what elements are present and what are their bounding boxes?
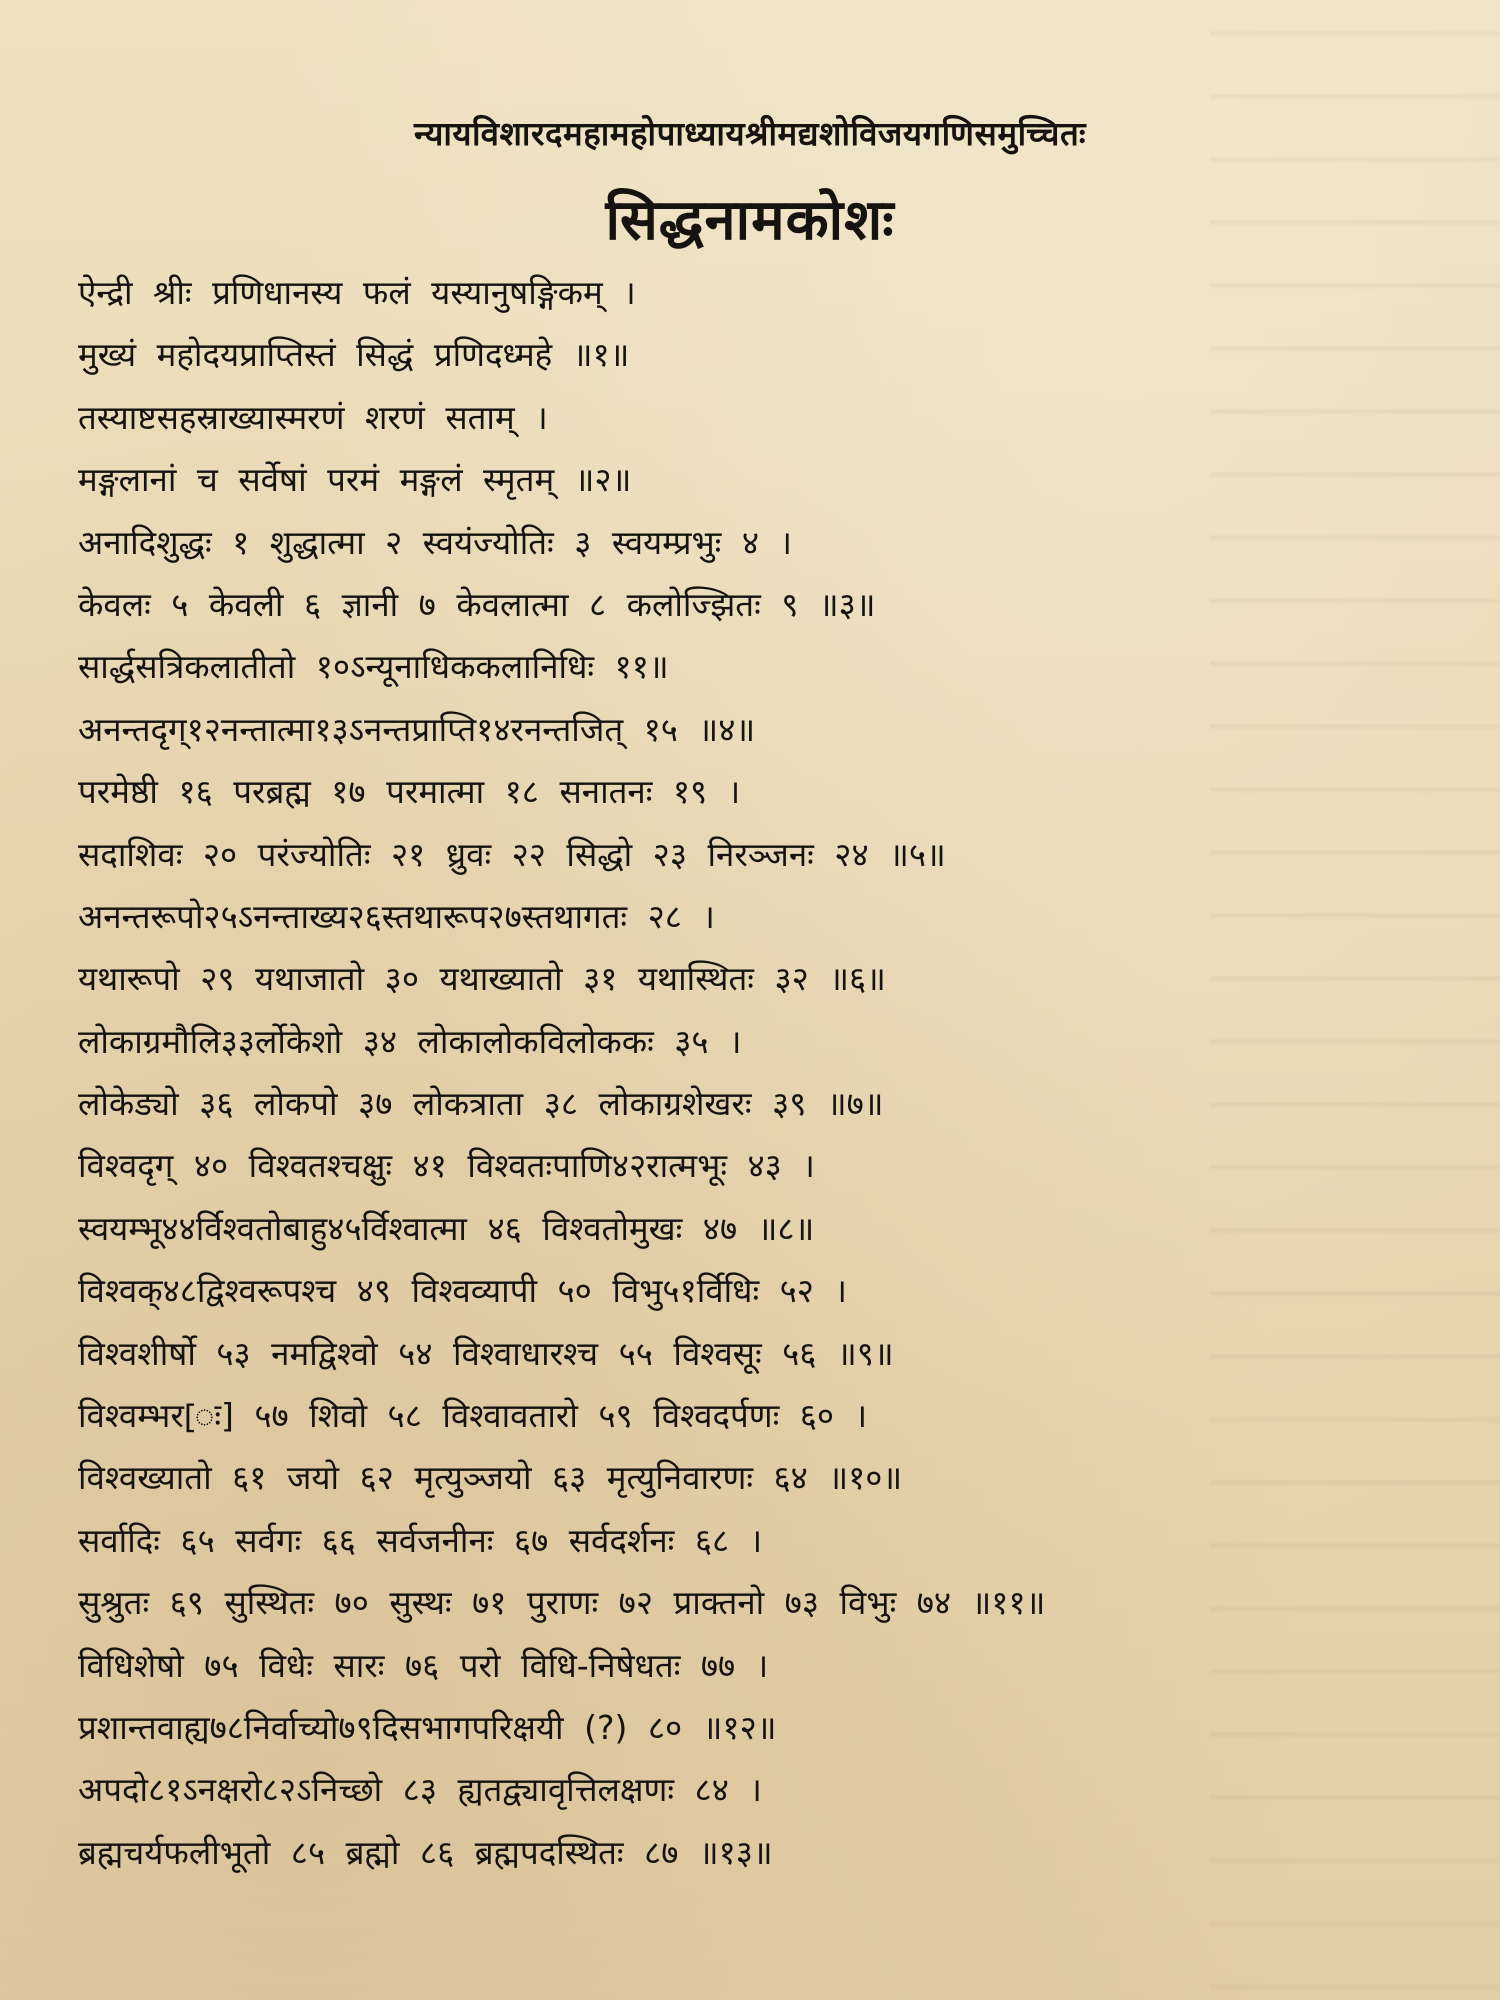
verse-line: मङ्गलानां च सर्वेषां परमं मङ्गलं स्मृतम् ॥२॥ bbox=[78, 460, 632, 500]
verse-line: अपदो८१ऽनक्षरो८२ऽनिच्छो ८३ ह्यतद्व्यावृत्तिलक्षणः ८४ । bbox=[78, 1770, 762, 1810]
verse-line: केवलः ५ केवली ६ ज्ञानी ७ केवलात्मा ८ कलोज्झितः ९ ॥३॥ bbox=[78, 584, 876, 624]
page-title: सिद्धनामकोशः bbox=[605, 188, 895, 253]
verse-line: ऐन्द्री श्रीः प्रणिधानस्य फलं यस्यानुषङ्गिकम् । bbox=[78, 273, 636, 312]
verse-line: ब्रह्मचर्यफलीभूतो ८५ ब्रह्मो ८६ ब्रह्मपदस्थितः ८७ ॥१३॥ bbox=[78, 1832, 773, 1872]
verse-list bbox=[78, 262, 1468, 1884]
verse-line: विश्वम्भर[ः] ५७ शिवो ५८ विश्वावतारो ५९ विश्वदर्पणः ६० । bbox=[78, 1396, 868, 1436]
verse-line: स्वयम्भू४४र्विश्वतोबाहु४५र्विश्वात्मा ४६ विश्वतोमुखः ४७ ॥८॥ bbox=[78, 1208, 815, 1248]
verse-line: सार्द्धसत्रिकलातीतो १०ऽन्यूनाधिककलानिधिः ११॥ bbox=[78, 647, 669, 687]
attribution-heading: न्यायविशारदमहामहोपाध्यायश्रीमद्यशोविजयगणिसमुच्चितः bbox=[414, 114, 1086, 153]
verse-line: परमेष्ठी १६ परब्रह्म १७ परमात्मा १८ सनातनः १९ । bbox=[78, 772, 741, 812]
verse-line: विश्वक्४८द्विश्वरूपश्च ४९ विश्वव्यापी ५० विभु५१र्विधिः ५२ । bbox=[78, 1271, 847, 1311]
verse-line: सर्वादिः ६५ सर्वगः ६६ सर्वजनीनः ६७ सर्वदर्शनः ६८ । bbox=[78, 1520, 763, 1560]
verse-line: लोकेड्यो ३६ लोकपो ३७ लोकत्राता ३८ लोकाग्रशेखरः ३९ ॥७॥ bbox=[78, 1084, 884, 1124]
verse-line: यथारूपो २९ यथाजातो ३० यथाख्यातो ३१ यथास्थितः ३२ ॥६॥ bbox=[78, 959, 886, 999]
verse-line: सदाशिवः २० परंज्योतिः २१ ध्रुवः २२ सिद्धो २३ निरञ्जनः २४ ॥५॥ bbox=[78, 834, 946, 874]
verse-line: अनादिशुद्धः १ शुद्धात्मा २ स्वयंज्योतिः ३ स्वयम्प्रभुः ४ । bbox=[78, 522, 792, 562]
verse-line: प्रशान्तवाह्य७८निर्वाच्यो७९दिसभागपरिक्षयी (?) ८० ॥१२॥ bbox=[78, 1707, 777, 1747]
verse-line: सुश्रुतः ६९ सुस्थितः ७० सुस्थः ७१ पुराणः ७२ प्राक्तनो ७३ विभुः ७४ ॥११॥ bbox=[78, 1583, 1046, 1623]
verse-line: तस्याष्टसहस्राख्यास्मरणं शरणं सताम् । bbox=[78, 397, 548, 437]
verse-line: अनन्तदृग्१२नन्तात्मा१३ऽनन्तप्राप्ति१४रनन्तजित् १५ ॥४॥ bbox=[78, 709, 756, 749]
verse-line: विश्वशीर्षो ५३ नमद्विश्वो ५४ विश्वाधारश्च ५५ विश्वसूः ५६ ॥९॥ bbox=[78, 1333, 894, 1373]
verse-line: विश्वदृग् ४० विश्वतश्चक्षुः ४१ विश्वतःपाणि४२रात्मभूः ४३ । bbox=[78, 1146, 815, 1186]
verse-line: विधिशेषो ७५ विधेः सारः ७६ परो विधि-निषेधतः ७७ । bbox=[78, 1645, 769, 1685]
verse-line: अनन्तरूपो२५ऽनन्ताख्य२६स्तथारूप२७स्तथागतः २८ । bbox=[78, 896, 715, 936]
verse-line: विश्वख्यातो ६१ जयो ६२ मृत्युञ्जयो ६३ मृत्युनिवारणः ६४ ॥१०॥ bbox=[78, 1458, 903, 1498]
verse-line: लोकाग्रमौलि३३र्लोकेशो ३४ लोकालोकविलोककः ३५ । bbox=[78, 1021, 742, 1061]
verse-line: मुख्यं महोदयप्राप्तिस्तं सिद्धं प्रणिदध्महे ॥१॥ bbox=[78, 335, 630, 375]
